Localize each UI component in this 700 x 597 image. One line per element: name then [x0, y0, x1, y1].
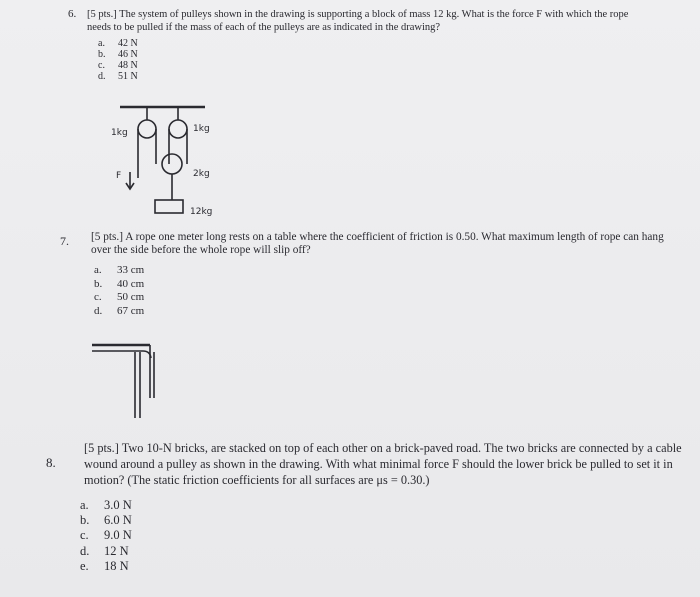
- choice-value: 3.0 N: [104, 498, 132, 512]
- choice-letter: b.: [80, 513, 90, 528]
- choice-letter: d.: [98, 71, 106, 82]
- choice-letter: a.: [94, 264, 102, 276]
- choice-letter: a.: [80, 498, 89, 512]
- right-pulley-mass-label: 1kg: [193, 124, 210, 134]
- choice-letter: c.: [80, 528, 89, 543]
- choice-letter: b.: [98, 49, 106, 60]
- choice-value: 46 N: [118, 49, 138, 60]
- lower-pulley-mass-label: 2kg: [193, 169, 210, 179]
- choice-letter: d.: [94, 304, 103, 317]
- choice-value: 67 cm: [117, 304, 145, 317]
- hanging-block: [155, 200, 183, 213]
- choice-letter: c.: [98, 60, 105, 71]
- block-mass-label: 12kg: [190, 207, 213, 217]
- choice-value: 12 N: [104, 543, 129, 558]
- choice-value: 50 cm: [117, 291, 145, 303]
- choice-letter: c.: [94, 291, 102, 303]
- right-pulley: [169, 120, 187, 138]
- question-8-text: [5 pts.] Two 10-N bricks, are stacked on top of each other on a brick-paved road. The two bricks are connected by a cable wound around a pulley as shown in the drawing. With what minimal force F should the lower brick be pulled to set it in motion? (The static friction coefficients for all surfaces are μs = 0.30.): [84, 441, 682, 488]
- choice-value: 18 N: [104, 558, 129, 573]
- question-7-number: 7.: [60, 234, 69, 248]
- choice-value: 33 cm: [117, 264, 145, 276]
- rope-table-diagram: [92, 345, 154, 418]
- lower-pulley: [162, 154, 182, 174]
- choice-letter: b.: [94, 277, 103, 290]
- choice-letter: a.: [98, 38, 105, 49]
- choice-letter: e.: [80, 558, 89, 573]
- choice-value: 9.0 N: [104, 528, 132, 543]
- force-label: F: [116, 171, 122, 181]
- choice-value: 6.0 N: [104, 513, 132, 528]
- left-pulley: [138, 120, 156, 138]
- choice-letter: d.: [80, 543, 90, 558]
- question-6-text: [5 pts.] The system of pulleys shown in the drawing is supporting a block of mass 12 kg. What is the force F with which the rope needs to be pulled if the mass of each of the pulleys are as indicated in the drawing?: [87, 9, 629, 33]
- choice-value: 42 N: [118, 38, 138, 49]
- question-6-number: 6.: [68, 8, 77, 20]
- question-7-text: [5 pts.] A rope one meter long rests on a table where the coefficient of friction is 0.50. What maximum length of rope can hang over the side before the whole rope will slip off?: [91, 231, 664, 256]
- choice-value: 40 cm: [117, 277, 145, 290]
- choice-value: 48 N: [118, 60, 138, 71]
- question-8-number: 8.: [46, 455, 56, 470]
- choice-value: 51 N: [118, 71, 138, 82]
- pulley-system-diagram: [120, 107, 205, 213]
- left-pulley-mass-label: 1kg: [111, 128, 128, 138]
